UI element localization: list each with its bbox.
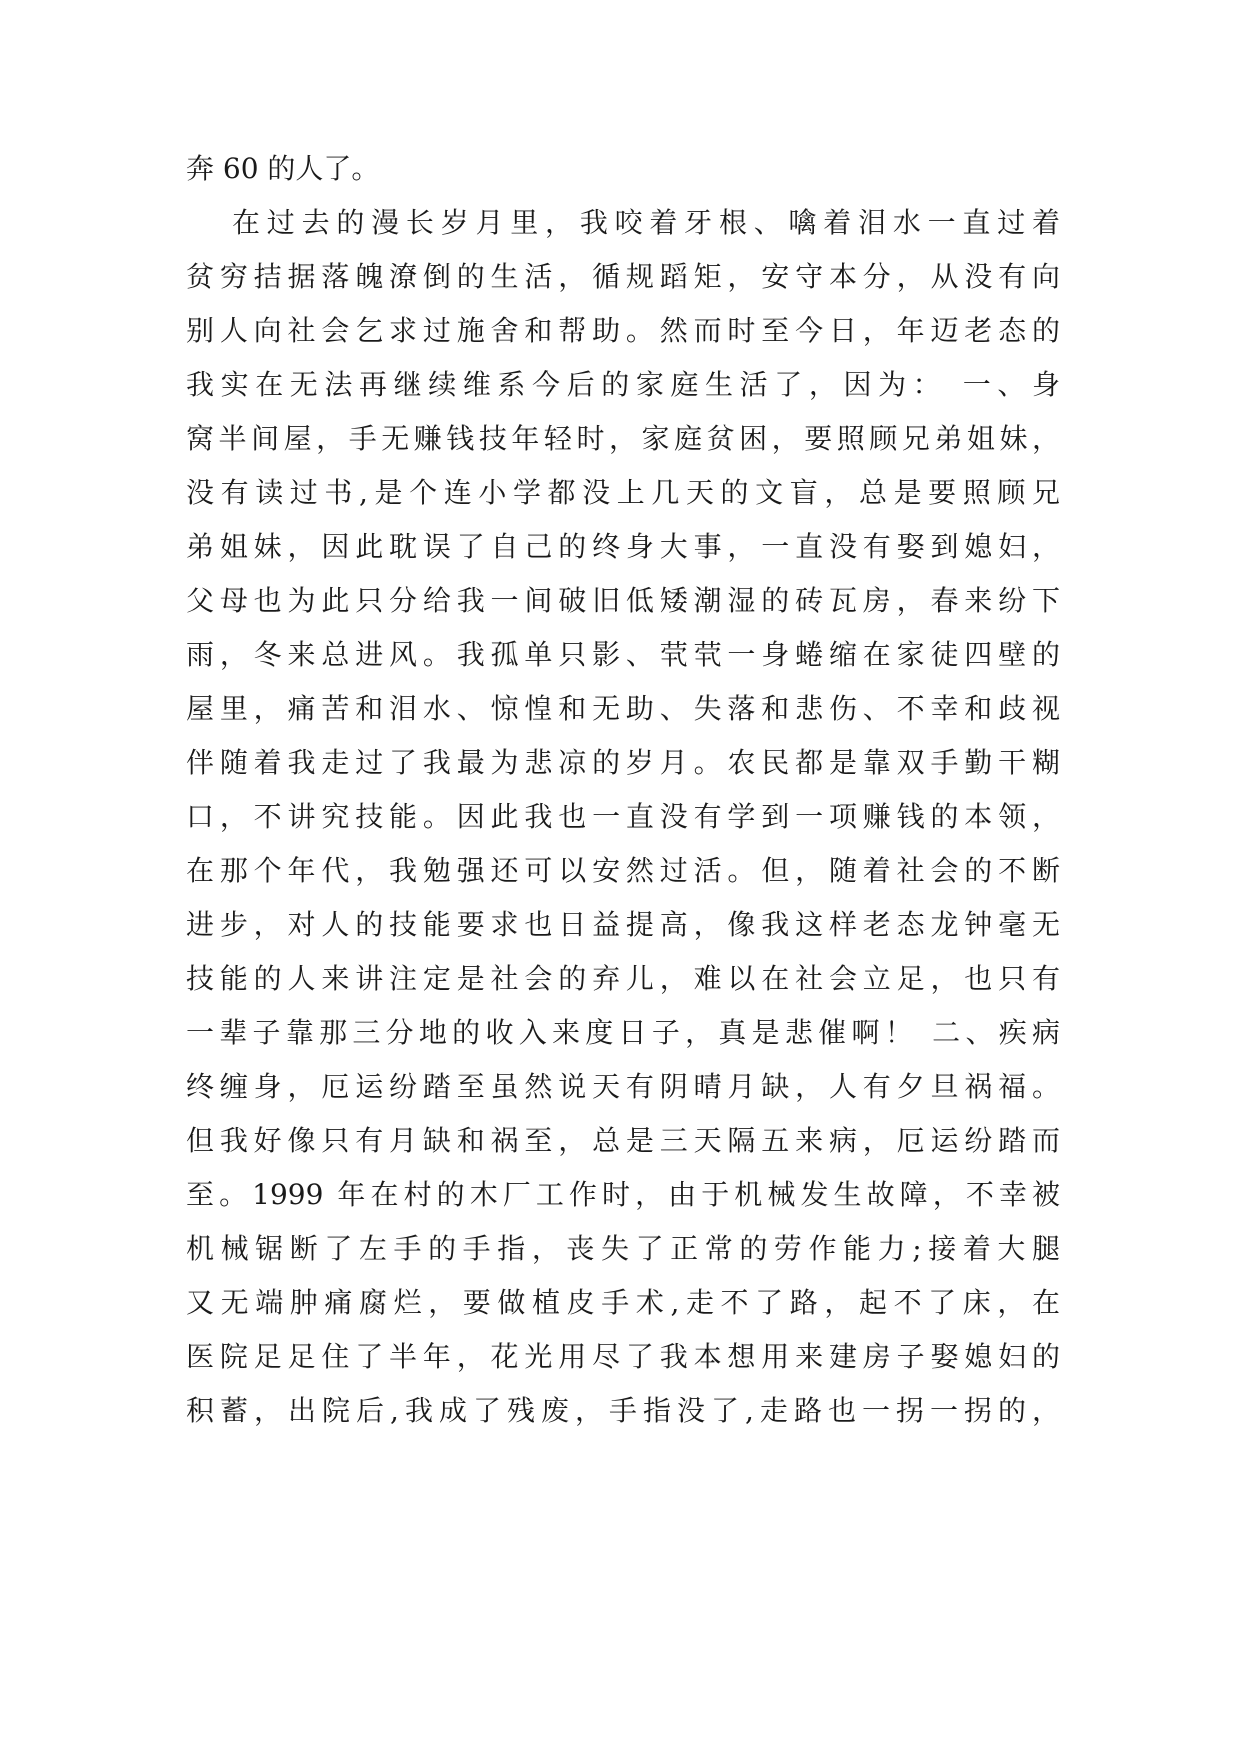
paragraph-line: 雨，冬来总进风。我孤单只影、茕茕一身蜷缩在家徒四壁的 [186,638,1060,671]
paragraph-line: 一辈子靠那三分地的收入来度日子，真是悲催啊！ 二、疾病 [186,1016,1060,1049]
paragraph-line: 在那个年代，我勉强还可以安然过活。但，随着社会的不断 [186,854,1060,887]
paragraph-line: 没有读过书,是个连小学都没上几天的文盲，总是要照顾兄 [186,476,1060,509]
paragraph-line: 至。1999 年在村的木厂工作时，由于机械发生故障，不幸被 [186,1178,1060,1211]
paragraph-line: 别人向社会乞求过施舍和帮助。然而时至今日，年迈老态的 [186,314,1060,347]
paragraph-line: 我实在无法再继续维系今后的家庭生活了，因为： 一、身 [186,368,1060,401]
paragraph-line: 机械锯断了左手的手指，丧失了正常的劳作能力;接着大腿 [186,1232,1060,1265]
paragraph-line: 屋里，痛苦和泪水、惊惶和无助、失落和悲伤、不幸和歧视 [186,692,1060,725]
paragraph-line: 贫穷拮据落魄潦倒的生活，循规蹈矩，安守本分，从没有向 [186,260,1060,293]
paragraph-line: 在过去的漫长岁月里，我咬着牙根、噙着泪水一直过着 [232,206,1060,239]
paragraph-line: 窝半间屋，手无赚钱技年轻时，家庭贫困，要照顾兄弟姐妹， [186,422,1060,455]
paragraph-line: 医院足足住了半年，花光用尽了我本想用来建房子娶媳妇的 [186,1340,1060,1373]
paragraph-line: 弟姐妹，因此耽误了自己的终身大事，一直没有娶到媳妇， [186,530,1060,563]
paragraph-line: 伴随着我走过了我最为悲凉的岁月。农民都是靠双手勤干糊 [186,746,1060,779]
paragraph-line: 口，不讲究技能。因此我也一直没有学到一项赚钱的本领， [186,800,1060,833]
paragraph-line: 积蓄，出院后,我成了残废，手指没了,走路也一拐一拐的， [186,1394,1060,1427]
paragraph-line: 又无端肿痛腐烂，要做植皮手术,走不了路，起不了床，在 [186,1286,1060,1319]
paragraph-line: 父母也为此只分给我一间破旧低矮潮湿的砖瓦房，春来纷下 [186,584,1060,617]
paragraph-line: 终缠身，厄运纷踏至虽然说天有阴晴月缺，人有夕旦祸福。 [186,1070,1060,1103]
paragraph-line: 奔 60 的人了。 [186,152,380,185]
paragraph-line: 技能的人来讲注定是社会的弃儿，难以在社会立足，也只有 [186,962,1060,995]
paragraph-line: 进步，对人的技能要求也日益提高，像我这样老态龙钟毫无 [186,908,1060,941]
paragraph-line: 但我好像只有月缺和祸至，总是三天隔五来病，厄运纷踏而 [186,1124,1060,1157]
